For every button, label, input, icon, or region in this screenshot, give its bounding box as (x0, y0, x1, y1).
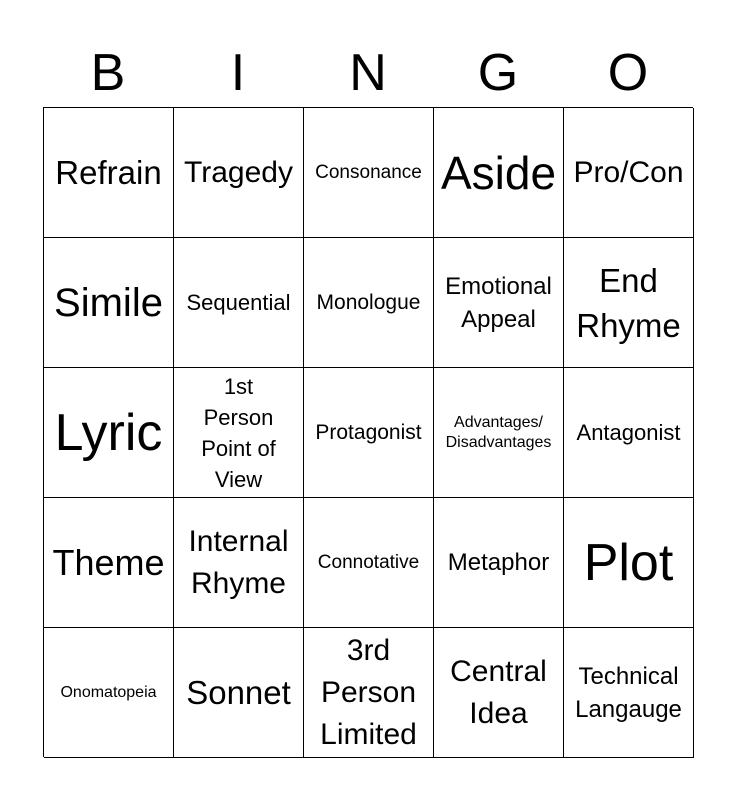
cell-text: Technical Langauge (575, 662, 682, 723)
bingo-cell[interactable] (564, 628, 694, 758)
bingo-cell[interactable] (564, 108, 694, 238)
cell-text: End Rhyme (576, 261, 681, 344)
header-letter-g: G (477, 44, 519, 102)
bingo-cell[interactable] (44, 628, 174, 758)
bingo-cell[interactable] (434, 498, 564, 628)
cell-text: Refrain (55, 154, 162, 191)
bingo-cell[interactable] (434, 628, 564, 758)
cell-text: Internal Rhyme (188, 524, 289, 600)
header-letter-n: N (349, 44, 387, 102)
bingo-cell[interactable] (564, 368, 694, 498)
bingo-cell[interactable] (174, 368, 304, 498)
bingo-cell[interactable] (174, 498, 304, 628)
bingo-board (43, 107, 693, 757)
cell-text: Tragedy (184, 155, 293, 189)
bingo-cell[interactable] (304, 238, 434, 368)
cell-text: Monologue (316, 290, 421, 314)
cell-text: Consonance (315, 161, 422, 183)
cell-text: Connotative (317, 551, 420, 573)
cell-text: Emotional Appeal (445, 272, 552, 333)
header-letter-i: I (230, 44, 246, 102)
cell-text: 3rd Person Limited (320, 633, 417, 751)
bingo-cell[interactable] (44, 108, 174, 238)
bingo-cell[interactable] (304, 368, 434, 498)
bingo-cell[interactable] (174, 238, 304, 368)
bingo-cell[interactable] (434, 368, 564, 498)
cell-text: Sequential (186, 290, 291, 315)
bingo-cell[interactable] (434, 108, 564, 238)
bingo-cell[interactable] (304, 108, 434, 238)
header-letter-b: B (90, 44, 126, 102)
bingo-cell[interactable] (304, 498, 434, 628)
bingo-cell[interactable] (564, 238, 694, 368)
bingo-cell[interactable] (564, 498, 694, 628)
cell-text: Onomatopeia (60, 683, 157, 701)
bingo-header (43, 40, 693, 106)
cell-text: Lyric (54, 403, 163, 462)
cell-text: Antagonist (576, 420, 681, 445)
cell-text: Pro/Con (573, 155, 684, 189)
bingo-cell[interactable] (174, 628, 304, 758)
bingo-cell[interactable] (44, 238, 174, 368)
cell-text: Theme (52, 541, 165, 583)
cell-text: Plot (583, 533, 674, 592)
bingo-cell[interactable] (44, 368, 174, 498)
cell-text: Simile (54, 280, 163, 325)
bingo-cell[interactable] (174, 108, 304, 238)
bingo-cell[interactable] (304, 628, 434, 758)
cell-text: Metaphor (447, 549, 550, 576)
bingo-cell[interactable] (434, 238, 564, 368)
header-letter-o: O (607, 44, 649, 102)
cell-text: Aside (440, 146, 557, 199)
cell-text: Advantages/ Disadvantages (445, 413, 552, 451)
cell-text: 1st Person Point of View (201, 373, 276, 492)
cell-text: Protagonist (315, 420, 422, 444)
bingo-cell[interactable] (44, 498, 174, 628)
cell-text: Sonnet (186, 674, 291, 711)
cell-text: Central Idea (450, 654, 547, 730)
